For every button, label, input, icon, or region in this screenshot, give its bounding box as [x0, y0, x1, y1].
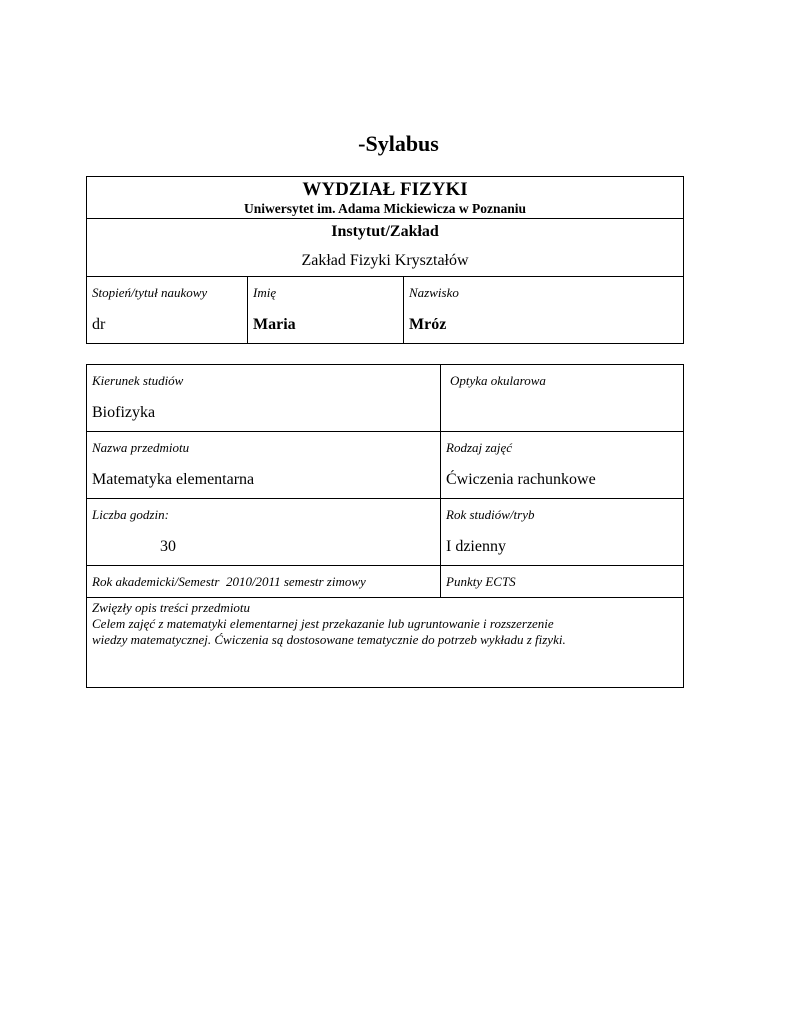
academic-year-cell	[87, 566, 441, 598]
description-line-1: Celem zajęć z matematyki elementarnej jest przekazanie lub ugruntowanie i rozszerzenie	[92, 616, 554, 631]
year-cell	[441, 499, 684, 566]
academic-year-label: Rok akademicki/Semestr	[92, 574, 220, 589]
hours-label: Liczba godzin:	[92, 507, 169, 522]
degree-label: Stopień/tytuł naukowy	[92, 285, 208, 300]
last-name-value: Mróz	[409, 316, 447, 333]
faculty-table	[86, 176, 684, 344]
first-name-cell	[248, 277, 404, 344]
year-label: Rok studiów/tryb	[446, 507, 535, 522]
university-name: Uniwersytet im. Adama Mickiewicza w Poznaniu	[244, 201, 526, 216]
class-type-value: Ćwiczenia rachunkowe	[446, 471, 596, 488]
institute-value: Zakład Fizyki Kryształów	[301, 252, 469, 269]
description-cell	[87, 598, 684, 688]
academic-year-value: 2010/2011 semestr zimowy	[225, 574, 366, 589]
subject-cell	[87, 432, 441, 499]
specialty-cell	[441, 365, 684, 432]
hours-cell	[87, 499, 441, 566]
faculty-header-cell	[87, 177, 684, 219]
course-table	[86, 364, 684, 688]
field-of-study-cell	[87, 365, 441, 432]
field-of-study-label: Kierunek studiów	[92, 373, 184, 388]
institute-label: Instytut/Zakład	[331, 223, 439, 240]
first-name-label: Imię	[253, 285, 277, 300]
specialty-label: Optyka okularowa	[450, 373, 546, 388]
institute-cell	[87, 219, 684, 277]
degree-value: dr	[92, 316, 106, 333]
faculty-name: WYDZIAŁ FIZYKI	[302, 179, 468, 200]
last-name-cell	[404, 277, 684, 344]
description-line-2: wiedzy matematycznej. Ćwiczenia są dostosowane tematycznie do potrzeb wykładu z fizyki.	[92, 632, 566, 647]
ects-cell	[441, 566, 684, 598]
hours-value: 30	[160, 538, 176, 555]
field-of-study-value: Biofizyka	[92, 404, 156, 421]
subject-value: Matematyka elementarna	[92, 471, 255, 488]
year-value: I dzienny	[446, 538, 506, 555]
first-name-value: Maria	[253, 316, 296, 333]
academic-year-row	[92, 566, 440, 590]
class-type-label: Rodzaj zajęć	[446, 440, 513, 455]
description-label: Zwięzły opis treści przedmiotu	[92, 600, 251, 615]
ects-label: Punkty ECTS	[446, 574, 516, 589]
document-title: -Sylabus	[358, 131, 439, 156]
subject-label: Nazwa przedmiotu	[92, 440, 190, 455]
class-type-cell	[441, 432, 684, 499]
degree-cell	[87, 277, 248, 344]
last-name-label: Nazwisko	[409, 285, 459, 300]
